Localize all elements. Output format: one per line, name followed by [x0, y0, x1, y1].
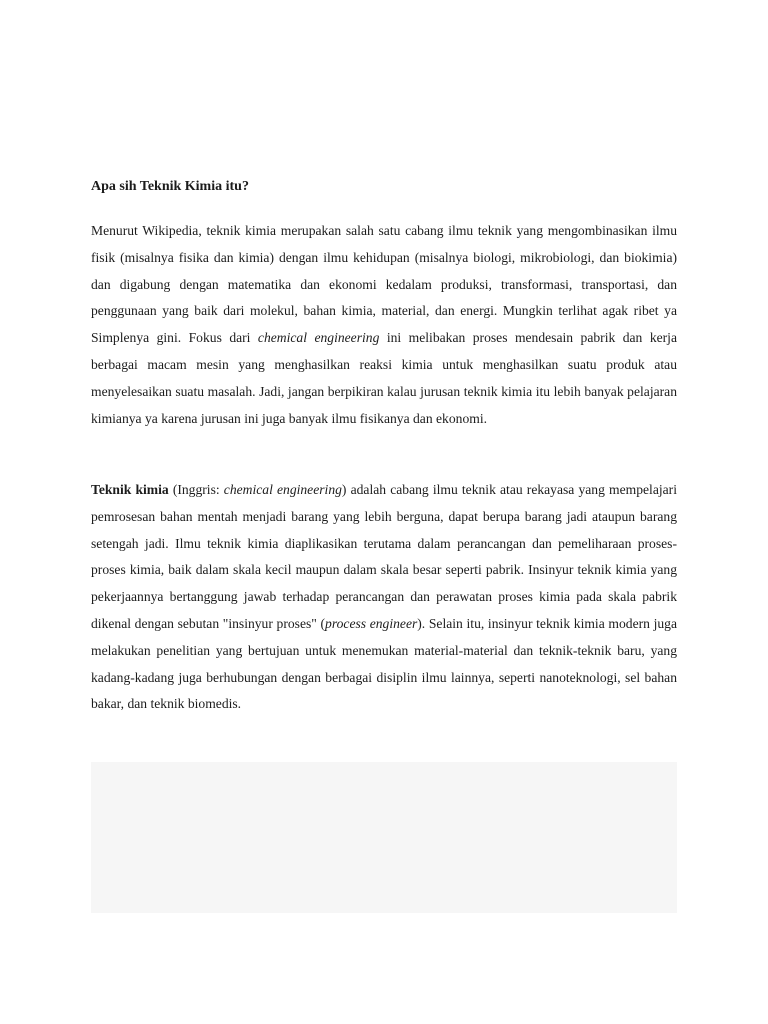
italic-term: chemical engineering: [223, 482, 342, 497]
paragraph-text: Menurut Wikipedia, teknik kimia merupakan salah satu cabang ilmu teknik yang mengombinasikan ilmu fisik (misalnya fisika dan kimia) dengan ilmu kehidupan (misalnya biologi, mikrobiologi, dan biokimia) dan digabung dengan matematika dan ekonomi kedalam produksi, transformasi, transportasi, dan penggunaan yang baik dari molekul, bahan kimia, material, dan energi. Mungkin terlihat agak ribet ya Simplenya gini. Fokus dari: [91, 223, 677, 346]
document-heading: Apa sih Teknik Kimia itu?: [91, 179, 249, 194]
paragraph-text: ). Selain itu, insinyur teknik kimia modern juga melakukan penelitian yang bertujuan untuk menemukan material-material dan teknik-teknik baru, yang kadang-kadang juga berhubungan dengan berbagai disiplin ilmu lainnya, seperti nanoteknologi, sel bahan bakar, dan teknik biomedis.: [91, 615, 677, 712]
paragraph-wikipedia-definition: [91, 218, 677, 432]
italic-term: chemical engineering: [257, 330, 380, 346]
document-page: [91, 0, 677, 1024]
paragraph-text: (Inggris:: [168, 482, 224, 497]
paragraph-text: ini melibakan proses mendesain pabrik dan kerja berbagai macam mesin yang menghasilkan reaksi kimia untuk menghasilkan suatu produk atau menyelesaikan suatu masalah. Jadi, jangan berpikiran kalau jurusan teknik kimia itu lebih banyak pelajaran kimianya ya karena jurusan ini juga banyak ilmu fisikanya dan ekonomi.: [91, 330, 677, 426]
bold-term: Teknik kimia: [91, 482, 169, 497]
figure-placeholder: [91, 762, 677, 913]
paragraph-text: ) adalah cabang ilmu teknik atau rekayasa yang mempelajari pemrosesan bahan mentah menjadi barang yang lebih berguna, dapat berupa barang jadi ataupun barang setengah jadi. Ilmu teknik kimia diaplikasikan terutama dalam perancangan dan pemeliharaan proses-proses kimia, baik dalam skala kecil maupun dalam skala besar seperti pabrik. Insinyur teknik kimia yang pekerjaannya bertanggung jawab terhadap perancangan dan perawatan proses kimia pada skala pabrik dikenal dengan sebutan "insinyur proses" (: [91, 482, 677, 631]
italic-term: process engineer: [325, 615, 418, 631]
paragraph-teknik-kimia-definition: [91, 477, 677, 718]
